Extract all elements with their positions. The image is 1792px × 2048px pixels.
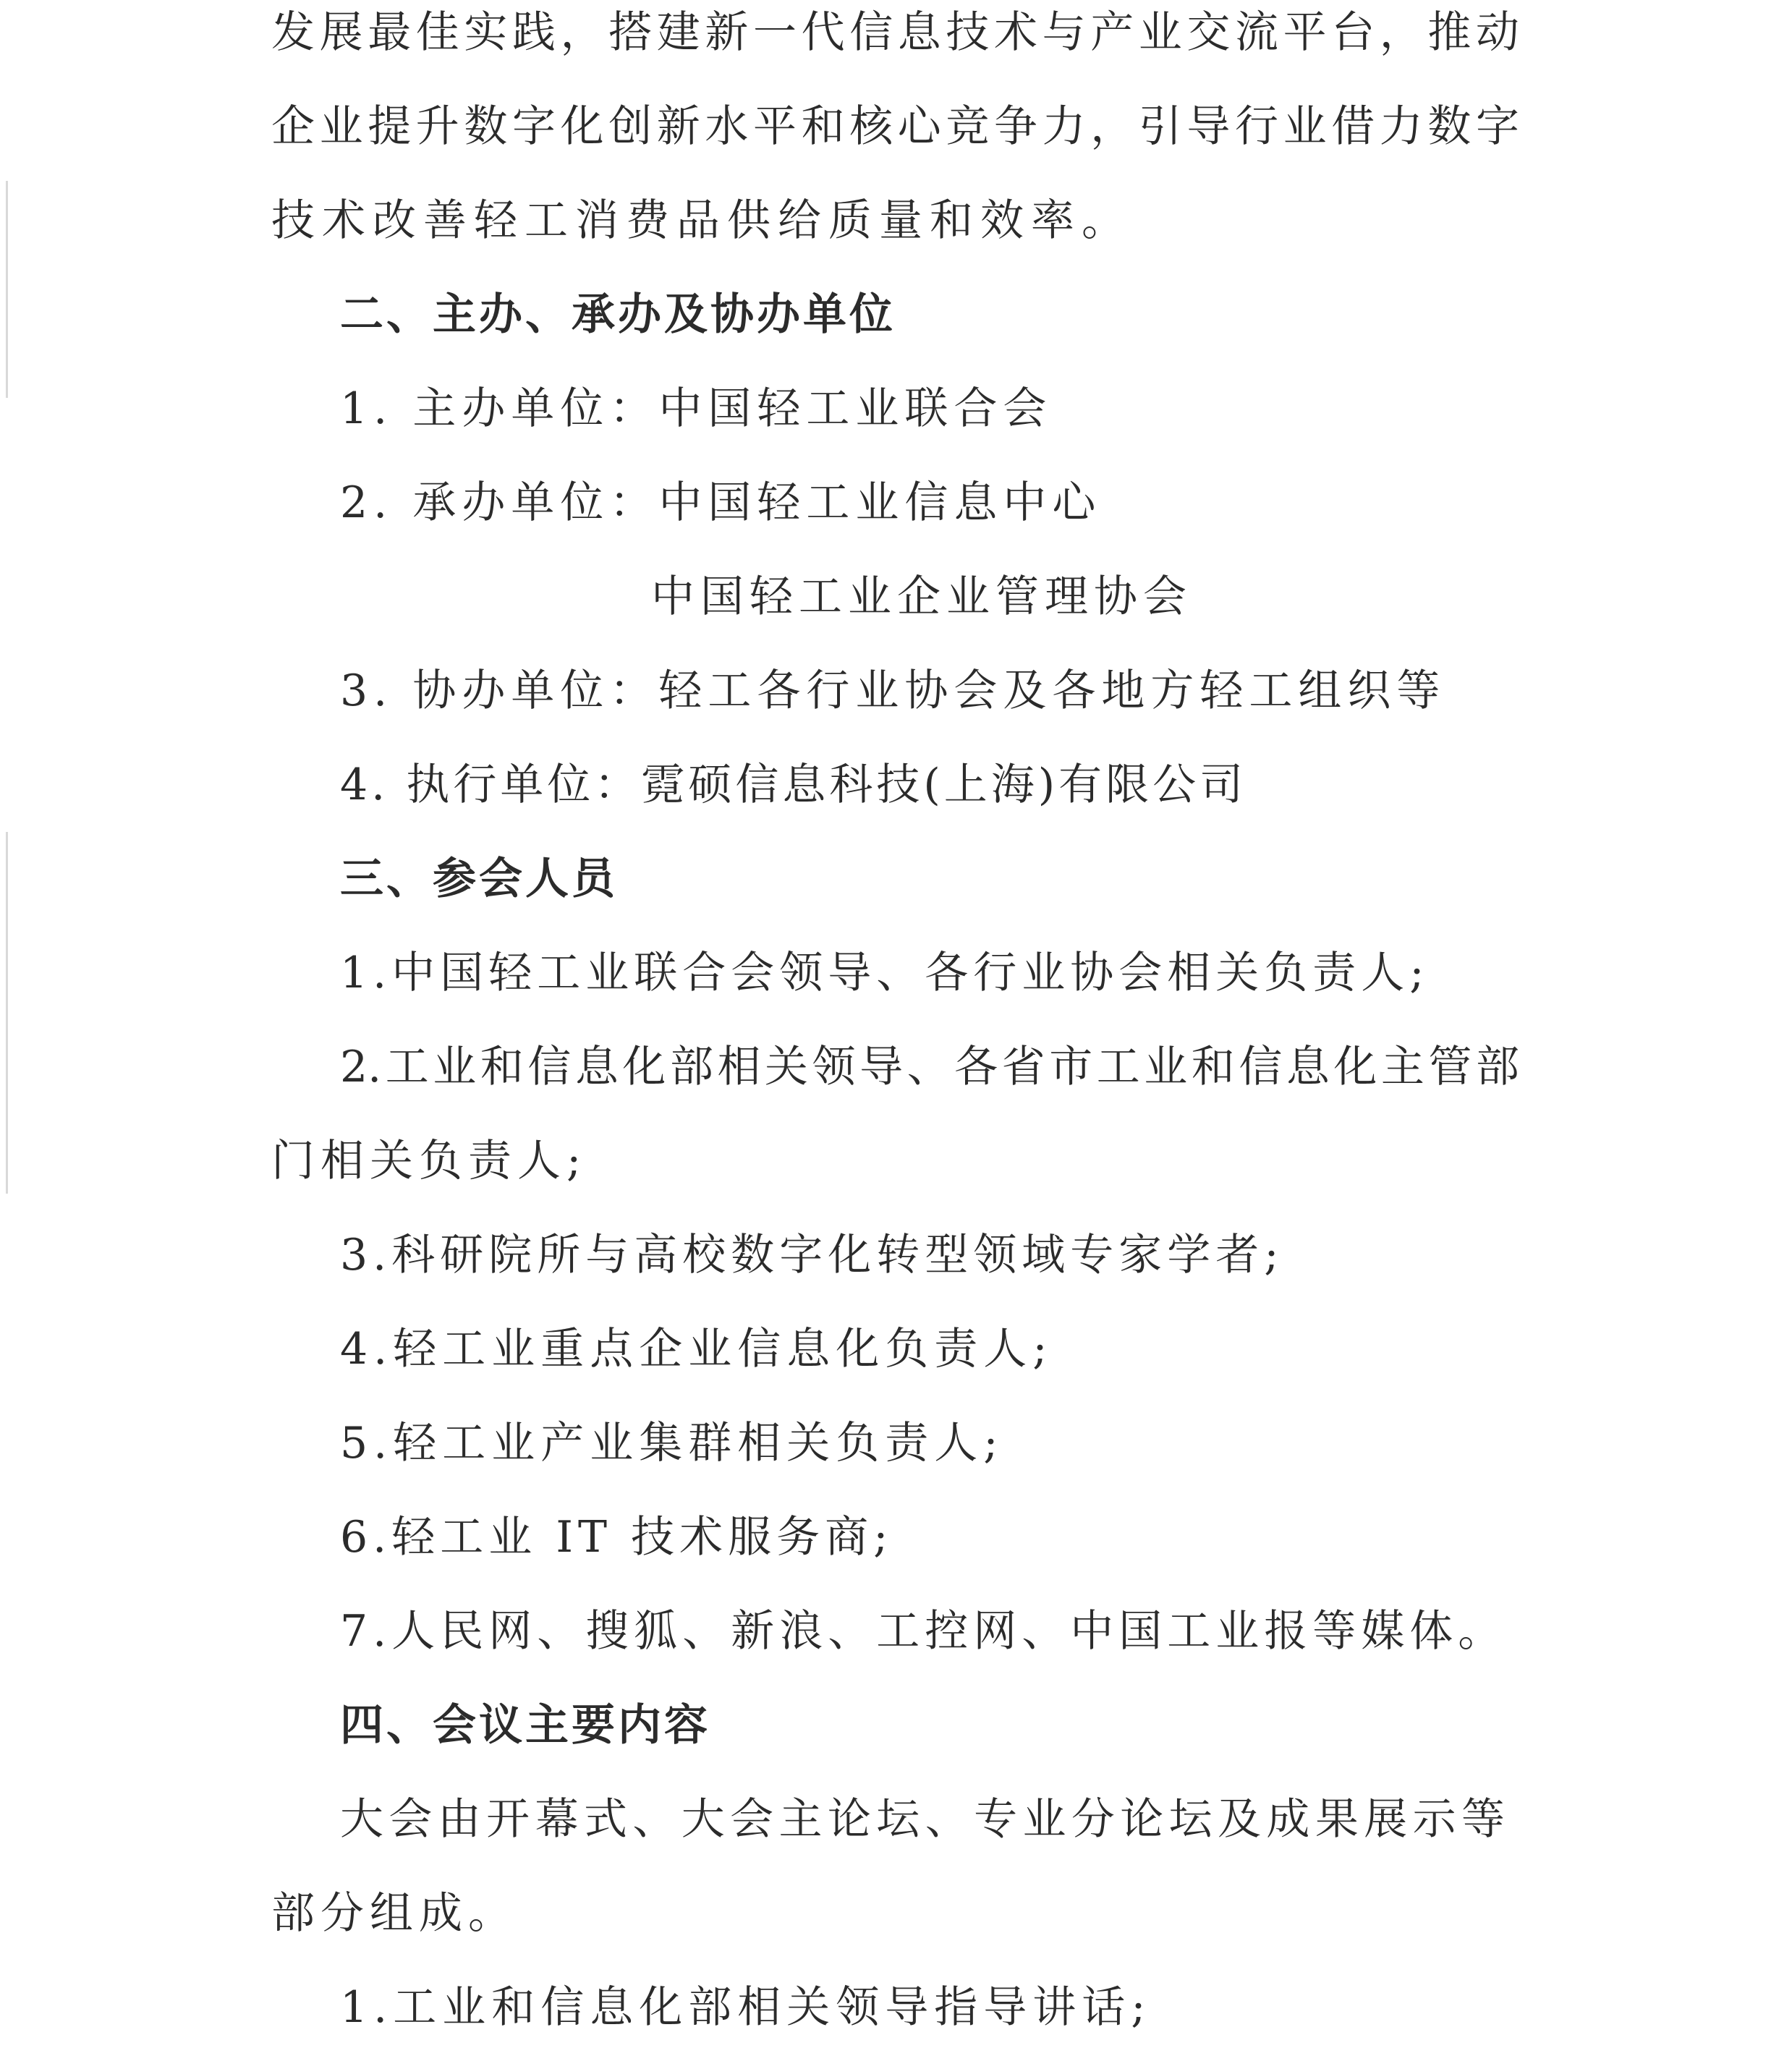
organizer-item: 2. 承办单位：中国轻工业信息中心 [340, 477, 1102, 528]
attendee-item: 6.轻工业 IT 技术服务商; [340, 1512, 893, 1563]
section-heading: 三、参会人员 [340, 854, 618, 904]
organizer-item: 中国轻工业企业管理协会 [651, 572, 1192, 622]
body-text-line: 大会由开幕式、大会主论坛、专业分论坛及成果展示等 [340, 1794, 1505, 1845]
body-text-line: 技术改善轻工消费品供给质量和效率。 [271, 195, 1132, 246]
body-text-line: 部分组成。 [271, 1888, 517, 1939]
attendee-item: 3.科研院所与高校数字化转型领域专家学者; [340, 1230, 1284, 1280]
body-text-line: 发展最佳实践，搭建新一代信息技术与产业交流平台，推动 [271, 7, 1519, 58]
attendee-item: 2.工业和信息化部相关领导、各省市工业和信息化主管部 [340, 1042, 1519, 1092]
body-text-line: 企业提升数字化创新水平和核心竞争力，引导行业借力数字 [271, 101, 1519, 152]
section-heading: 四、会议主要内容 [340, 1700, 710, 1751]
section-heading: 二、主办、承办及协办单位 [340, 289, 896, 340]
attendee-item: 7.人民网、搜狐、新浪、工控网、中国工业报等媒体。 [340, 1606, 1507, 1657]
attendee-item: 门相关负责人; [271, 1136, 587, 1186]
attendee-item: 5.轻工业产业集群相关负责人; [340, 1418, 1004, 1469]
organizer-item: 1. 主办单位：中国轻工业联合会 [340, 383, 1053, 434]
attendee-item: 4.轻工业重点企业信息化负责人; [340, 1324, 1053, 1374]
agenda-item: 1.工业和信息化部相关领导指导讲话; [340, 1982, 1152, 2033]
scan-edge-mark [6, 832, 8, 1194]
organizer-item: 3. 协办单位：轻工各行业协会及各地方轻工组织等 [340, 666, 1446, 716]
organizer-item: 4. 执行单位：霓硕信息科技(上海)有限公司 [340, 760, 1247, 810]
scan-edge-mark [6, 181, 8, 398]
attendee-item: 1.中国轻工业联合会领导、各行业协会相关负责人; [340, 948, 1430, 998]
